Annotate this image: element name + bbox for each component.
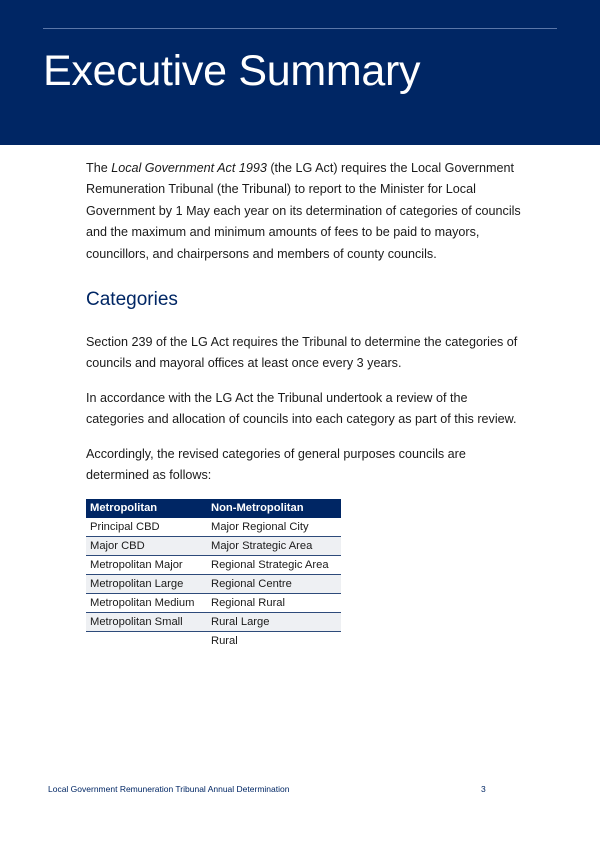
table-row bbox=[86, 594, 341, 613]
footer-text: Local Government Remuneration Tribunal Annual Determination bbox=[48, 784, 290, 794]
metropolitan-cell: Major CBD bbox=[86, 537, 207, 556]
intro-paragraph bbox=[86, 158, 526, 265]
header-metropolitan: Metropolitan bbox=[86, 499, 207, 518]
table-row bbox=[86, 518, 341, 537]
banner-rule bbox=[43, 28, 557, 29]
non-metropolitan-cell: Major Regional City bbox=[207, 518, 341, 537]
non-metropolitan-cell: Rural Large bbox=[207, 613, 341, 632]
table-header-row bbox=[86, 499, 341, 518]
title-banner bbox=[0, 0, 600, 145]
table-row bbox=[86, 613, 341, 632]
page-title: Executive Summary bbox=[43, 47, 421, 95]
table-row bbox=[86, 632, 341, 651]
metropolitan-cell: Metropolitan Small bbox=[86, 613, 207, 632]
table-row bbox=[86, 575, 341, 594]
table-row bbox=[86, 556, 341, 575]
metropolitan-cell: Metropolitan Major bbox=[86, 556, 207, 575]
metropolitan-cell: Metropolitan Large bbox=[86, 575, 207, 594]
non-metropolitan-cell: Regional Strategic Area bbox=[207, 556, 341, 575]
header-non-metropolitan: Non-Metropolitan bbox=[207, 499, 341, 518]
non-metropolitan-cell: Rural bbox=[207, 632, 341, 651]
page-number: 3 bbox=[481, 784, 486, 794]
non-metropolitan-cell: Regional Centre bbox=[207, 575, 341, 594]
categories-table bbox=[86, 499, 341, 650]
metropolitan-cell bbox=[86, 632, 207, 651]
non-metropolitan-cell: Major Strategic Area bbox=[207, 537, 341, 556]
intro-prefix: The bbox=[86, 161, 112, 175]
non-metropolitan-cell: Regional Rural bbox=[207, 594, 341, 613]
metropolitan-cell: Principal CBD bbox=[86, 518, 207, 537]
act-name: Local Government Act 1993 bbox=[111, 161, 267, 175]
intro-suffix: (the LG Act) requires the Local Government Remuneration Tribunal (the Tribunal) to report to the Minister for Local Government by 1 May each year on its determination of categories of councils and the maximum and minimum amounts of fees to be paid to mayors, councillors, and chairpersons and members of county councils. bbox=[86, 161, 521, 261]
main-content bbox=[86, 158, 526, 650]
metropolitan-cell: Metropolitan Medium bbox=[86, 594, 207, 613]
categories-paragraph-1: Section 239 of the LG Act requires the Tribunal to determine the categories of councils and mayoral offices at least once every 3 years. bbox=[86, 335, 518, 371]
table-row bbox=[86, 537, 341, 556]
categories-heading: Categories bbox=[86, 289, 178, 311]
categories-paragraph-3: Accordingly, the revised categories of general purposes councils are determined as follows: bbox=[86, 446, 466, 483]
categories-paragraph-2: In accordance with the LG Act the Tribunal undertook a review of the categories and allocation of councils into each category as part of this review. bbox=[86, 390, 517, 427]
